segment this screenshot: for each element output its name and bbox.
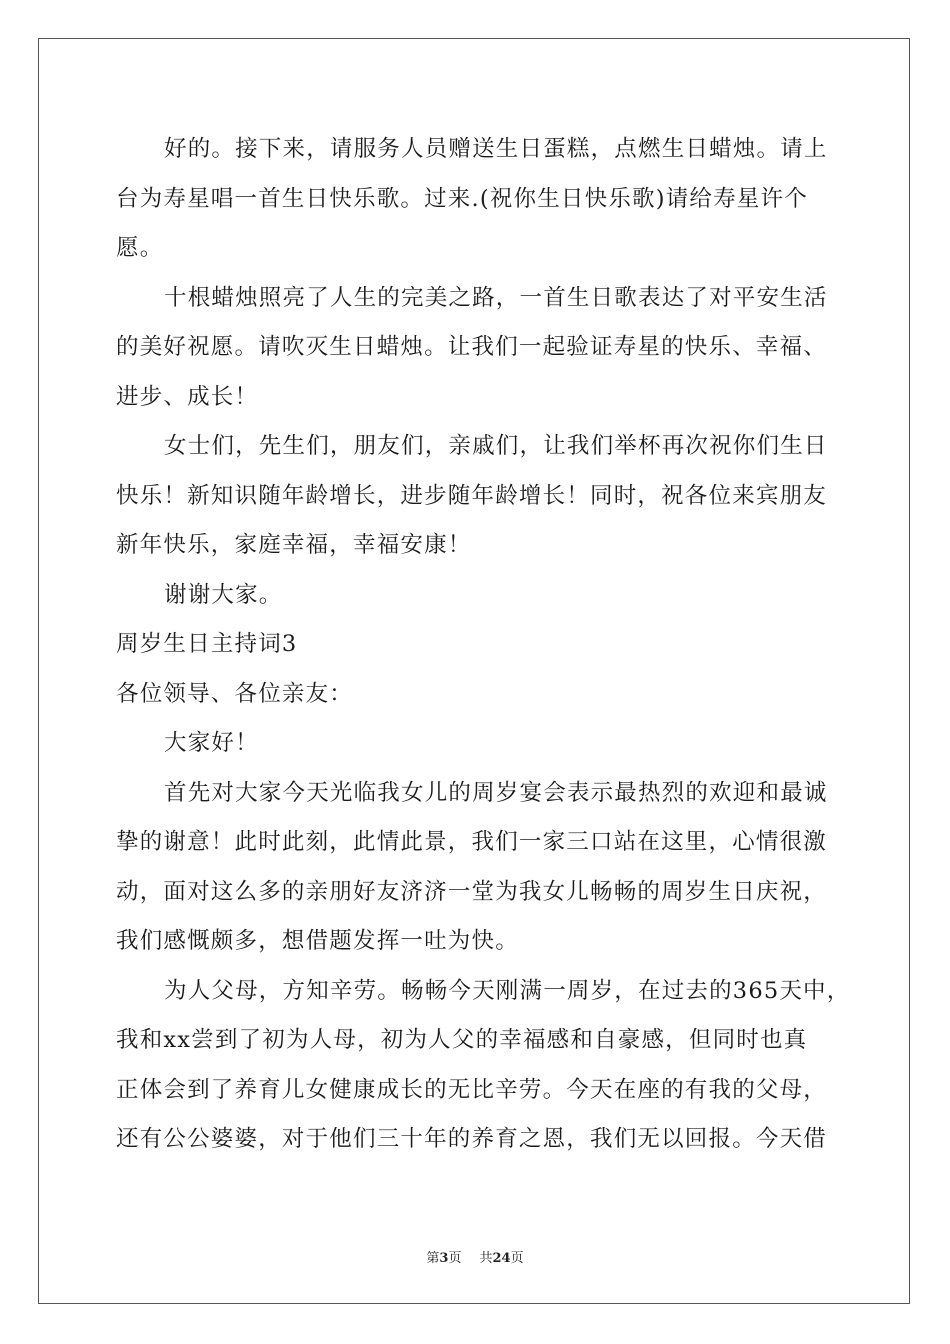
text-line: 新年快乐，家庭幸福，幸福安康！ <box>116 532 472 558</box>
total-prefix: 共 <box>479 1251 493 1266</box>
text-line: 的美好祝愿。请吹灭生日蜡烛。让我们一起验证寿星的快乐、幸福、 <box>116 334 828 360</box>
page-prefix: 第 <box>426 1251 440 1266</box>
total-pages: 24 <box>492 1251 511 1266</box>
text-line: 谢谢大家。 <box>164 581 283 608</box>
text-line: 动，面对这么多的亲朋好友济济一堂为我女儿畅畅的周岁生日庆祝， <box>116 878 828 905</box>
text-line: 进步、成长！ <box>116 383 259 410</box>
text-line: 十根蜡烛照亮了人生的完美之路，一首生日歌表达了对平安生活 <box>164 284 828 311</box>
page-number: 3 <box>439 1251 449 1266</box>
text-line: 我们感慨颇多，想借题发挥一吐为快。 <box>116 928 519 954</box>
text-line: 台为寿星唱一首生日快乐歌。过来.(祝你生日快乐歌)请给寿星许个 <box>116 185 808 212</box>
text-line: 愿。 <box>116 235 164 261</box>
greeting: 大家好！ <box>164 730 259 756</box>
text-line: 我和xx尝到了初为人母，初为人父的幸福感和自豪感，但同时也真 <box>116 1027 808 1053</box>
total-suffix: 页 <box>510 1251 524 1266</box>
page-footer <box>0 1247 950 1266</box>
section-heading: 周岁生日主持词3 <box>116 631 298 657</box>
text-line: 正体会到了养育儿女健康成长的无比辛劳。今天在座的有我的父母， <box>116 1076 828 1103</box>
text-line: 女士们，先生们，朋友们，亲戚们，让我们举杯再次祝你们生日 <box>164 433 828 459</box>
text-line: 好的。接下来，请服务人员赠送生日蛋糕，点燃生日蜡烛。请上 <box>164 136 828 162</box>
text-line: 还有公公婆婆，对于他们三十年的养育之恩，我们无以回报。今天借 <box>116 1126 828 1152</box>
salutation: 各位领导、各位亲友： <box>116 680 354 707</box>
page-suffix: 页 <box>448 1251 462 1266</box>
text-line: 首先对大家今天光临我女儿的周岁宴会表示最热烈的欢迎和最诚 <box>164 779 828 806</box>
text-line: 挚的谢意！此时此刻，此情此景，我们一家三口站在这里，心情很激 <box>116 829 828 855</box>
text-line: 为人父母，方知辛劳。畅畅今天刚满一周岁，在过去的365天中， <box>164 977 851 1004</box>
document-body <box>116 125 851 1165</box>
text-line: 快乐！新知识随年龄增长，进步随年龄增长！同时，祝各位来宾朋友 <box>116 482 828 509</box>
